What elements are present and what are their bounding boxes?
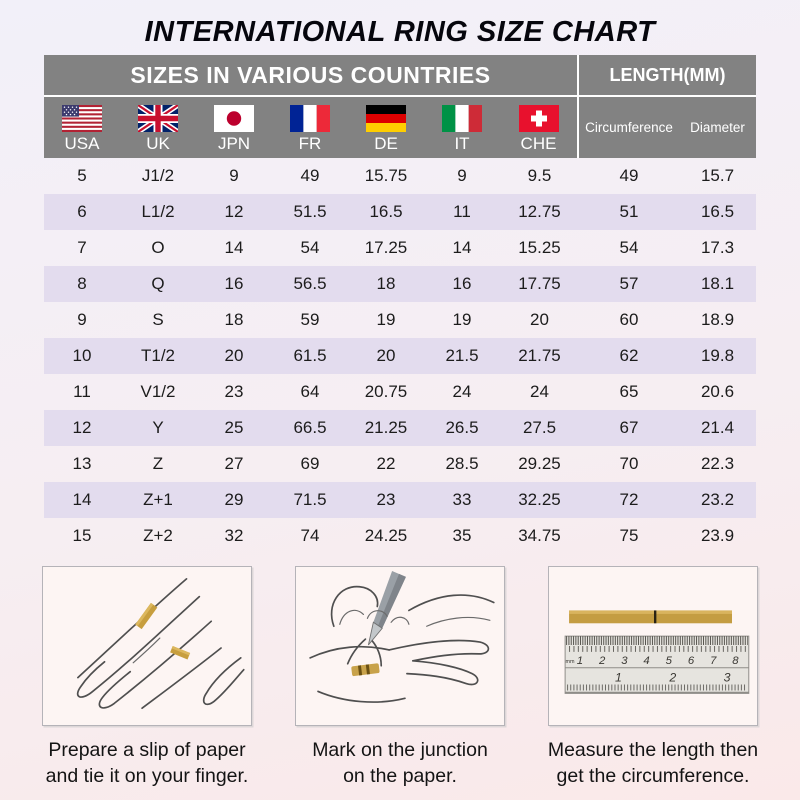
table-cell: 72 bbox=[619, 490, 639, 509]
table-cell: 65 bbox=[619, 382, 639, 401]
table-row bbox=[44, 266, 756, 302]
table-cell: 20 bbox=[376, 346, 396, 365]
svg-text:2: 2 bbox=[598, 654, 606, 667]
table-cell: 12.75 bbox=[518, 202, 561, 221]
table-cell: 22.3 bbox=[700, 454, 735, 473]
svg-text:3: 3 bbox=[723, 670, 731, 685]
instruction-step-2 bbox=[283, 566, 517, 789]
column-header-jpn bbox=[196, 97, 272, 158]
table-cell: J1/2 bbox=[141, 166, 175, 185]
table-cell: 61.5 bbox=[293, 346, 327, 365]
country-code-label: IT bbox=[454, 134, 470, 153]
instruction-caption: Measure the length then get the circumference. bbox=[547, 739, 759, 787]
instruction-step-1 bbox=[30, 566, 264, 789]
table-cell: 17.25 bbox=[364, 238, 408, 257]
table-cell: 11 bbox=[73, 382, 91, 401]
column-header-che bbox=[500, 97, 579, 158]
table-cell: 20 bbox=[224, 346, 244, 365]
italy-flag-icon bbox=[442, 105, 482, 132]
svg-text:1: 1 bbox=[615, 670, 622, 685]
column-header-de bbox=[348, 97, 424, 158]
table-row bbox=[44, 302, 756, 338]
table-cell: 67 bbox=[619, 418, 639, 437]
table-cell: S bbox=[152, 310, 164, 329]
table-row bbox=[44, 230, 756, 266]
svg-text:6: 6 bbox=[687, 654, 695, 667]
table-row bbox=[44, 158, 756, 194]
table-row bbox=[44, 482, 756, 518]
header-group-countries: SIZES IN VARIOUS COUNTRIES bbox=[44, 55, 579, 95]
table-cell: 29.25 bbox=[518, 454, 561, 473]
table-cell: 19.8 bbox=[700, 346, 735, 365]
table-cell: 21.5 bbox=[445, 346, 479, 365]
table-cell: 18.9 bbox=[700, 310, 735, 329]
table-cell: 69 bbox=[300, 454, 320, 473]
table-cell: 21.25 bbox=[364, 418, 408, 437]
table-cell: 23.9 bbox=[700, 526, 735, 545]
table-cell: 9 bbox=[229, 166, 239, 185]
table-cell: 21.75 bbox=[518, 346, 561, 365]
table-cell: 66.5 bbox=[293, 418, 327, 437]
table-cell: 15.75 bbox=[364, 166, 408, 185]
table-cell: 51.5 bbox=[293, 202, 327, 221]
svg-text:7: 7 bbox=[710, 654, 717, 667]
table-cell: 24.25 bbox=[364, 526, 408, 545]
table-cell: 12 bbox=[224, 202, 244, 221]
svg-text:3: 3 bbox=[621, 654, 628, 667]
country-code-label: DE bbox=[374, 134, 398, 153]
table-cell: 34.75 bbox=[518, 526, 561, 545]
table-cell: 60 bbox=[619, 310, 639, 329]
table-cell: 75 bbox=[619, 526, 639, 545]
table-cell: 18.1 bbox=[700, 274, 735, 293]
column-header-fr bbox=[272, 97, 348, 158]
table-cell: 29 bbox=[224, 490, 244, 509]
table-cell: 23 bbox=[376, 490, 396, 509]
table-cell: 17.3 bbox=[700, 238, 735, 257]
table-row bbox=[44, 374, 756, 410]
column-header-it bbox=[424, 97, 500, 158]
table-row bbox=[44, 194, 756, 230]
table-cell: 59 bbox=[300, 310, 320, 329]
france-flag-icon bbox=[290, 105, 330, 132]
table-cell: 28.5 bbox=[445, 454, 479, 473]
table-cell: 14 bbox=[452, 238, 472, 257]
table-cell: 15.25 bbox=[518, 238, 561, 257]
table-row bbox=[44, 518, 756, 554]
header-group-length: LENGTH(MM) bbox=[609, 64, 726, 85]
table-cell: 16.5 bbox=[369, 202, 403, 221]
table-cell: 16 bbox=[452, 274, 472, 293]
table-cell: 49 bbox=[619, 166, 639, 185]
size-table bbox=[44, 55, 756, 554]
table-cell: 16 bbox=[224, 274, 244, 293]
instruction-caption: Prepare a slip of paper and tie it on your finger. bbox=[45, 739, 249, 787]
table-cell: 62 bbox=[619, 346, 639, 365]
table-cell: 27 bbox=[224, 454, 244, 473]
germany-flag-icon bbox=[366, 105, 406, 132]
column-header-uk bbox=[120, 97, 196, 158]
table-cell: Q bbox=[151, 274, 165, 293]
table-cell: 56.5 bbox=[293, 274, 327, 293]
table-cell: 6 bbox=[77, 202, 87, 221]
table-cell: 35 bbox=[452, 526, 472, 545]
table-cell: 20.75 bbox=[364, 382, 408, 401]
svg-text:mm: mm bbox=[565, 658, 575, 665]
table-cell: 9.5 bbox=[527, 166, 552, 185]
country-code-label: UK bbox=[146, 134, 170, 153]
country-code-label: USA bbox=[64, 134, 100, 153]
table-cell: 9 bbox=[77, 310, 87, 329]
instruction-panels bbox=[0, 566, 800, 789]
table-cell: 19 bbox=[452, 310, 472, 329]
table-cell: 27.5 bbox=[522, 418, 557, 437]
table-cell: 57 bbox=[619, 274, 639, 293]
table-cell: Y bbox=[152, 418, 164, 437]
pen-marking-finger-illustration bbox=[295, 566, 505, 726]
table-cell: 54 bbox=[619, 238, 639, 257]
table-cell: 17.75 bbox=[518, 274, 561, 293]
table-cell: 51 bbox=[619, 202, 639, 221]
uk-flag-icon bbox=[138, 105, 178, 132]
svg-text:5: 5 bbox=[665, 654, 672, 667]
table-cell: Z+1 bbox=[143, 490, 173, 509]
table-cell: 16.5 bbox=[700, 202, 735, 221]
hand-with-paper-strip-illustration bbox=[42, 566, 252, 726]
table-cell: 33 bbox=[452, 490, 472, 509]
table-cell: 25 bbox=[224, 418, 244, 437]
table-cell: 23 bbox=[224, 382, 244, 401]
table-cell: 26.5 bbox=[445, 418, 479, 437]
table-cell: V1/2 bbox=[140, 382, 176, 401]
table-cell: 74 bbox=[300, 526, 320, 545]
svg-text:1: 1 bbox=[576, 654, 584, 667]
svg-text:4: 4 bbox=[643, 654, 650, 667]
svg-text:8: 8 bbox=[732, 654, 739, 667]
table-cell: 13 bbox=[72, 454, 92, 473]
table-header-groups bbox=[44, 55, 756, 97]
table-cell: 24 bbox=[530, 382, 549, 401]
table-cell: 15.7 bbox=[700, 166, 735, 185]
table-cell: 15 bbox=[72, 526, 92, 545]
table-cell: 14 bbox=[72, 490, 92, 509]
table-cell: 22 bbox=[376, 454, 396, 473]
size-table-body bbox=[44, 158, 756, 554]
table-cell: O bbox=[151, 238, 165, 257]
table-cell: 8 bbox=[77, 274, 87, 293]
country-code-label: CHE bbox=[520, 134, 557, 153]
table-cell: 20 bbox=[530, 310, 549, 329]
table-row bbox=[44, 446, 756, 482]
table-cell: 71.5 bbox=[293, 490, 327, 509]
switzerland-flag-icon bbox=[519, 105, 559, 132]
instruction-caption: Mark on the junction on the paper. bbox=[312, 739, 488, 787]
table-cell: 12 bbox=[72, 418, 92, 437]
usa-flag-icon bbox=[62, 105, 102, 132]
table-row bbox=[44, 410, 756, 446]
table-cell: Z+2 bbox=[143, 526, 173, 545]
table-cell: 49 bbox=[300, 166, 320, 185]
table-cell: 5 bbox=[77, 166, 87, 185]
table-cell: 32.25 bbox=[518, 490, 561, 509]
instruction-step-3 bbox=[536, 566, 770, 789]
table-cell: Z bbox=[152, 454, 164, 473]
table-cell: 23.2 bbox=[700, 490, 735, 509]
svg-text:2: 2 bbox=[669, 670, 677, 685]
table-cell: L1/2 bbox=[141, 202, 175, 221]
table-cell: 18 bbox=[224, 310, 244, 329]
table-header-columns bbox=[44, 97, 756, 158]
table-cell: T1/2 bbox=[140, 346, 176, 365]
column-header-usa bbox=[44, 97, 120, 158]
column-header-circumference: Circumference bbox=[585, 120, 673, 135]
table-cell: 64 bbox=[300, 382, 320, 401]
table-cell: 14 bbox=[224, 238, 244, 257]
table-cell: 21.4 bbox=[700, 418, 735, 437]
table-cell: 20.6 bbox=[700, 382, 735, 401]
table-cell: 11 bbox=[453, 202, 471, 221]
table-cell: 32 bbox=[224, 526, 244, 545]
table-cell: 18 bbox=[376, 274, 396, 293]
table-row bbox=[44, 338, 756, 374]
table-cell: 10 bbox=[72, 346, 92, 365]
column-header-diameter: Diameter bbox=[690, 120, 745, 135]
table-cell: 54 bbox=[300, 238, 320, 257]
ruler-measuring-strip-illustration bbox=[548, 566, 758, 726]
table-cell: 70 bbox=[619, 454, 639, 473]
table-cell: 7 bbox=[77, 238, 87, 257]
page-title: INTERNATIONAL RING SIZE CHART bbox=[144, 16, 656, 48]
table-cell: 19 bbox=[376, 310, 396, 329]
table-cell: 24 bbox=[452, 382, 472, 401]
country-code-label: FR bbox=[298, 134, 322, 153]
table-cell: 9 bbox=[457, 166, 467, 185]
japan-flag-icon bbox=[214, 105, 254, 132]
country-code-label: JPN bbox=[217, 134, 251, 153]
